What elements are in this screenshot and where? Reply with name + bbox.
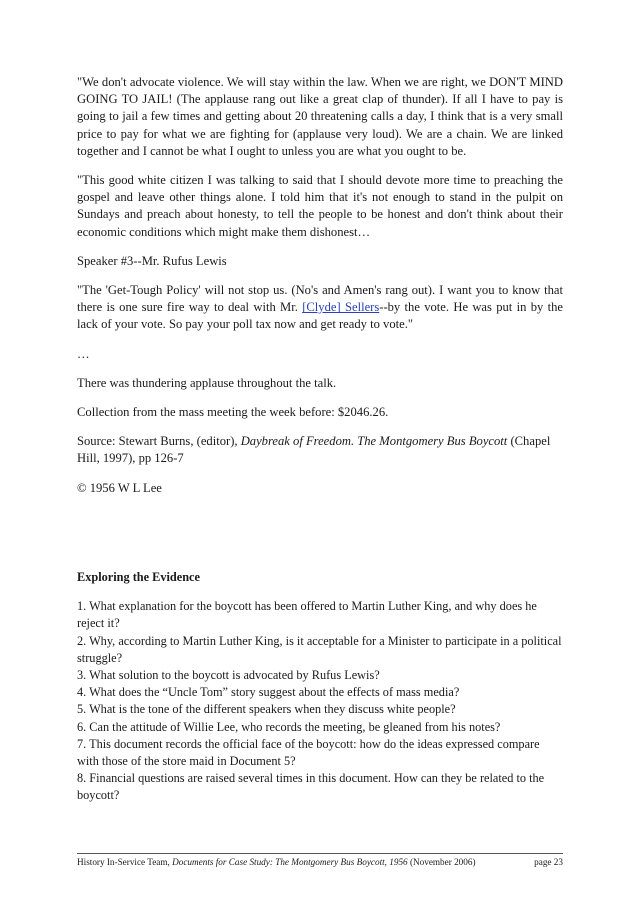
source-citation-end: (Chapel Hill, 1997), pp 126-7 — [77, 434, 551, 466]
quote-paragraph-3-start: "The 'Get-Tough Policy' will not stop us. (No's and Amen's rang out). I want you to know that there is one sure fire way to deal with Mr. — [77, 283, 563, 315]
speaker-heading: Speaker #3--Mr. Rufus Lewis — [77, 253, 227, 268]
collection-note: Collection from the mass meeting the week before: $2046.26. — [77, 405, 389, 420]
question-list — [77, 598, 563, 804]
quote-paragraph-3 — [77, 282, 563, 334]
document-body — [77, 74, 563, 497]
question-item: 2. Why, according to Martin Luther King, is it acceptable for a Minister to participate in a political struggle? — [77, 633, 562, 665]
quote-paragraph-3-end: --by the vote. He was put in by the lack of your vote. So pay your poll tax now and get ready to vote." — [77, 300, 563, 332]
question-item: 3. What solution to the boycott is advocated by Rufus Lewis? — [77, 668, 380, 683]
footer-citation — [77, 856, 476, 868]
clyde-sellers-link[interactable]: [Clyde] Sellers — [302, 300, 380, 315]
page-number: page 23 — [534, 857, 563, 867]
question-item: 5. What is the tone of the different speakers when they discuss white people? — [77, 702, 456, 717]
source-citation — [77, 433, 563, 467]
question-item: 7. This document records the official face of the boycott: how do the ideas expressed compare with those of the store maid in Document 5? — [77, 736, 540, 769]
copyright-line: © 1956 W L Lee — [77, 480, 162, 495]
footer-doc-title: Documents for Case Study: The Montgomery Bus Boycott, 1956 — [172, 857, 408, 867]
section-heading: Exploring the Evidence — [77, 570, 200, 584]
question-item: 4. What does the “Uncle Tom” story suggest about the effects of mass media? — [77, 685, 460, 700]
quote-paragraph-2: "This good white citizen I was talking to said that I should devote more time to preaching the gospel and leave other things alone. I told him that it's not enough to stand in the pulpit on Sundays and preach about honesty, to tell the people to be honest and don't think about their economic conditions which might make them dishonest… — [77, 173, 563, 239]
page-footer — [77, 856, 563, 868]
source-book-title: Daybreak of Freedom. The Montgomery Bus Boycott — [240, 434, 508, 449]
applause-note: There was thundering applause throughout the talk. — [77, 375, 337, 390]
question-item: 1. What explanation for the boycott has been offered to Martin Luther King, and why does he reject it? — [77, 599, 537, 631]
footer-divider — [77, 853, 563, 854]
footer-date: (November 2006) — [407, 857, 476, 867]
source-citation-start: Source: Stewart Burns, (editor), — [77, 434, 241, 449]
question-item: 8. Financial questions are raised several times in this document. How can they be related to the boycott? — [77, 771, 545, 803]
footer-team: History In-Service Team, — [77, 857, 173, 867]
exploring-evidence-section — [77, 569, 563, 805]
quote-paragraph-1: "We don't advocate violence. We will stay within the law. When we are right, we DON'T MIND GOING TO JAIL! (The applause rang out like a great clap of thunder). If all I have to pay is going to jail a few times and getting about 20 threatening calls a day, I think that is a very small price to pay for what we are fighting for (applause very loud). We are a chain. We are linked together and I cannot be what I ought to unless you are what you ought to be. — [77, 75, 563, 158]
question-item: 6. Can the attitude of Willie Lee, who records the meeting, be gleaned from his notes? — [77, 719, 501, 734]
ellipsis-line: … — [77, 346, 90, 361]
